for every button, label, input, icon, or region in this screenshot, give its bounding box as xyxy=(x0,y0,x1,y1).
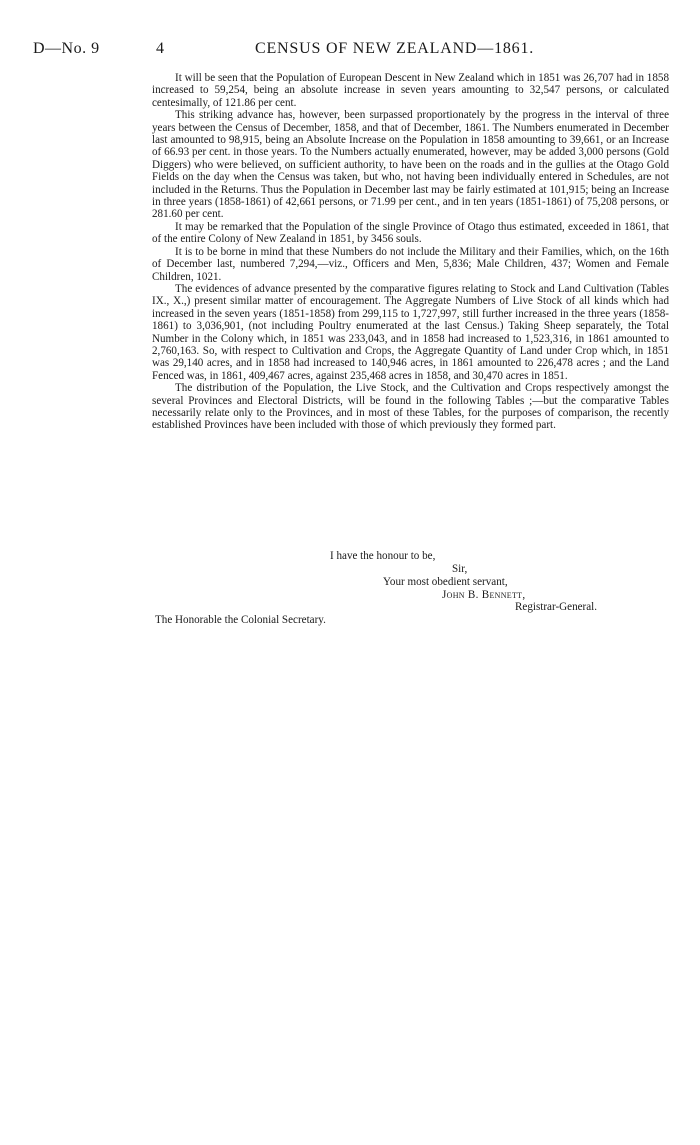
page-header xyxy=(33,40,673,64)
paragraph-population-1861: This striking advance has, however, been surpassed proportionately by the progress in the interval of three years between the Census of December, 1858, and that of December, 1861. The Numbers enumerated in December last amounted to 98,915, being an Absolute Increase on the Population in 1858 amounting to 39,661, or an Increase of 66.93 per cent. in those years. To the Numbers actually enumerated, however, may be added 3,000 persons (Gold Diggers) who were believed, on sufficient authority, to have been on the roads and in the gullies at the Otago Gold Fields on the day when the Census was taken, but who, not having been individually entered in Schedules, are not included in the Returns. Thus the Population in December last may be fairly estimated at 101,915; being an Increase in three years (1858-1861) of 42,661 persons, or 71.99 per cent., and in ten years (1851-1861) of 75,208 persons, or 281.60 per cent. xyxy=(152,109,669,221)
closing-servant: Your most obedient servant, xyxy=(383,576,508,588)
report-body xyxy=(152,72,669,432)
paragraph-distribution: The distribution of the Population, the Live Stock, and the Cultivation and Crops respectively amongst the several Provinces and Electoral Districts, will be found in the following Tables ;—but the comparative Tables necessarily relate only to the Provinces, and in most of these Tables, for the purposes of comparison, the recently established Provinces have been included with those of which previously they formed part. xyxy=(152,382,669,432)
page-number: 4 xyxy=(156,40,164,57)
page-title: CENSUS OF NEW ZEALAND—1861. xyxy=(255,40,535,57)
addressee: The Honorable the Colonial Secretary. xyxy=(155,614,326,626)
signature-name: John B. Bennett, xyxy=(442,589,526,601)
closing-salutation: Sir, xyxy=(452,563,468,575)
paragraph-otago: It may be remarked that the Population of the single Province of Otago thus estimated, exceeded in 1861, that of the entire Colony of New Zealand in 1851, by 3456 souls. xyxy=(152,220,669,246)
signature-title: Registrar-General. xyxy=(515,601,598,613)
document-number: D—No. 9 xyxy=(33,40,100,57)
closing-honour: I have the honour to be, xyxy=(330,550,436,562)
paragraph-population-1858: It will be seen that the Population of European Descent in New Zealand which in 1851 was 26,707 had in 1858 increased to 59,254, being an absolute increase in seven years amounting to 32,547 persons, or calculated centesimally, of 121.86 per cent. xyxy=(152,72,669,109)
paragraph-military: It is to be borne in mind that these Numbers do not include the Military and their Families, which, on the 16th of December last, numbered 7,294,—viz., Officers and Men, 5,836; Male Children, 437; Women and Female Children, 1021. xyxy=(152,245,669,283)
paragraph-stock-cultivation: The evidences of advance presented by the comparative figures relating to Stock and Land Cultivation (Tables IX., X.,) present similar matter of encouragement. The Aggregate Numbers of Live Stock of all kinds which had increased in the seven years (1851-1858) from 299,115 to 1,727,997, still further increased in the three years (1858-1861) to 3,036,901, (not including Poultry enumerated at the last Census.) Taking Sheep separately, the Total Number in the Colony which, in 1851 was 233,043, and in 1858 had increased to 1,523,316, in 1861 amounted to 2,760,163. So, with respect to Cultivation and Crops, the Aggregate Quantity of Land under Crop which, in 1851 was 29,140 acres, and in 1858 had increased to 140,946 acres, in 1861 amounted to 226,478 acres ; and the Land Fenced was, in 1861, 409,467 acres, against 235,468 acres in 1858, and 30,470 acres in 1851. xyxy=(152,282,669,382)
